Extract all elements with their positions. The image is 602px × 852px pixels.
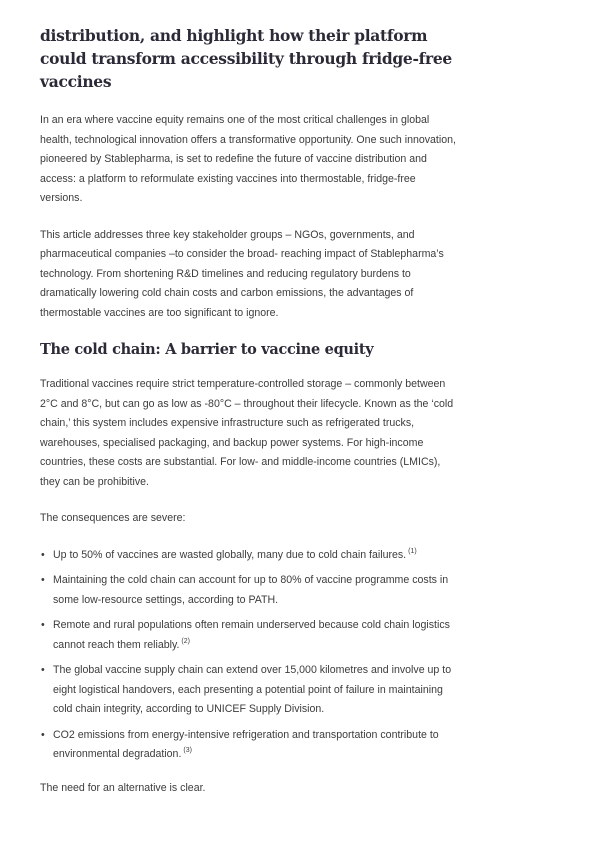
list-item [40, 726, 460, 765]
bullet-icon: • [41, 548, 45, 561]
list-item-text: Remote and rural populations often remain underserved because cold chain logistics cannot reach them reliably. [53, 619, 450, 651]
section-heading: The cold chain: A barrier to vaccine equity [40, 341, 374, 358]
article-title: distribution, and highlight how their platform could transform accessibility through fridge-free vaccines [40, 26, 452, 91]
list-item-text: Up to 50% of vaccines are wasted globally, many due to cold chain failures. [53, 548, 407, 561]
bullet-icon: • [41, 664, 45, 676]
list-item [40, 546, 460, 566]
bullet-icon: • [41, 619, 45, 631]
intro-paragraph: In an era where vaccine equity remains one of the most critical challenges in global health, technological innovation offers a transformative opportunity. One such innovation, pioneered by Stablepharma, is set to redefine the future of vaccine distribution and access: a platform to reformulate existing vaccines into thermostable, fridge-free versions. [40, 114, 456, 204]
list-item [40, 571, 460, 610]
intro-paragraph: This article addresses three key stakeholder groups – NGOs, governments, and pharmaceutical companies –to consider the broad- reaching impact of Stablepharma’s technology. From shortening R&D timelines and reducing regulatory burdens to dramatically lowering cold chain costs and carbon emissions, the advantages of thermostable vaccines are too significant to ignore. [40, 228, 444, 319]
footnote-ref[interactable]: (1) [408, 547, 417, 555]
section-paragraph: Traditional vaccines require strict temperature-controlled storage – commonly between 2°C and 8°C, but can go as low as -80°C – throughout their lifecycle. Known as the ‘cold chain,’ this system includes expensive infrastructure such as refrigerated trucks, warehouses, specialised packaging, and backup power systems. For high-income countries, these costs are substantial. For low- and middle-income countries (LMICs), they can be prohibitive. [40, 378, 454, 488]
consequences-list [40, 546, 460, 765]
article [40, 24, 460, 815]
list-item [40, 616, 460, 655]
list-item [40, 661, 460, 720]
closing-paragraph: The need for an alternative is clear. [40, 781, 206, 794]
footnote-ref[interactable]: (3) [183, 747, 192, 754]
list-item-text: CO2 emissions from energy-intensive refrigeration and transportation contribute to environmental degradation. [53, 728, 439, 760]
footnote-ref[interactable]: (2) [181, 637, 190, 645]
list-item-text: The global vaccine supply chain can extend over 15,000 kilometres and involve up to eight logistical handovers, each presenting a potential point of failure in maintaining cold chain integrity, according to UNICEF Supply Division. [53, 664, 452, 715]
list-item-text: Maintaining the cold chain can account for up to 80% of vaccine programme costs in some low-resource settings, according to PATH. [53, 574, 449, 606]
bullet-icon: • [41, 728, 45, 741]
bullet-icon: • [41, 574, 45, 586]
bullets-lead-in: The consequences are severe: [40, 512, 186, 524]
